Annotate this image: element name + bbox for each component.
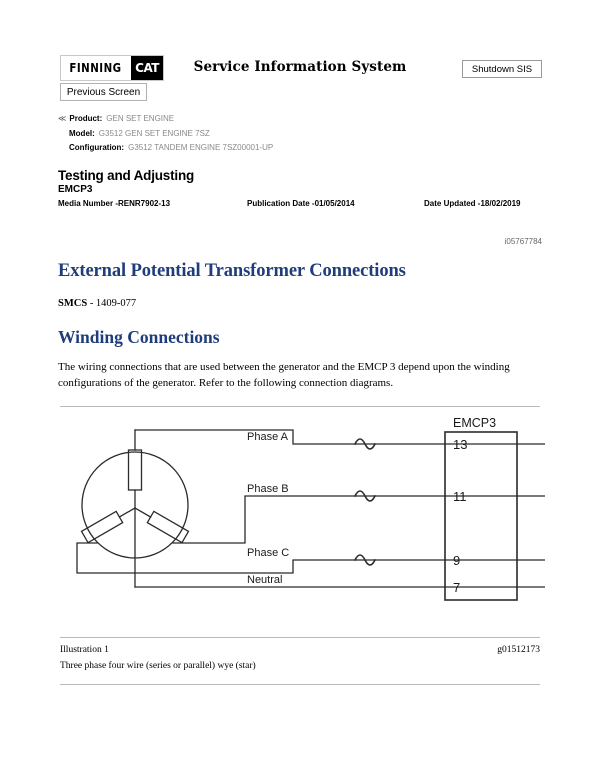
media-number: Media Number -RENR7902-13 [58,199,171,208]
breadcrumb [58,112,518,156]
divider-above-illustration [60,406,540,407]
wiring-diagram-svg [55,418,545,633]
shutdown-sis-button[interactable]: Shutdown SIS [462,60,542,78]
graphic-id: g01512173 [497,645,540,655]
terminal-9: 9 [453,553,461,568]
label-phase-a: Phase A [247,431,288,443]
breadcrumb-key-configuration: Configuration: [69,143,125,152]
divider-below-caption [60,684,540,685]
winding-c-coil-group [82,502,139,542]
winding-c-center-lead [119,508,135,517]
terminal-13: 13 [453,437,468,452]
emcp3-panel-box [445,432,517,600]
terminal-7: 7 [453,580,461,595]
winding-a-coil [129,450,142,490]
label-phase-c: Phase C [247,547,290,559]
phase-c-wire [77,543,545,573]
publication-date: Publication Date -01/05/2014 [247,199,355,208]
chevron-left-icon: ≪ [58,114,67,123]
winding-b-coil-group [132,502,189,542]
divider-below-illustration [60,637,540,638]
cat-logo-badge: CAT [131,56,163,80]
breadcrumb-value-model: G3512 GEN SET ENGINE 7SZ [98,128,210,138]
label-phase-b: Phase B [247,483,289,495]
terminal-11: 11 [453,489,467,504]
main-heading: External Potential Transformer Connections [58,261,406,281]
illustration-caption [60,645,540,670]
date-updated: Date Updated -18/02/2019 [424,199,521,208]
document-subtitle: EMCP3 [58,184,93,195]
illustration-description: Three phase four wire (series or parallel) wye (star) [60,661,256,671]
service-information-system-title: Service Information System [193,59,407,75]
phase-b-wire [173,496,545,543]
illustration-number: Illustration 1 [60,645,109,655]
breadcrumb-key-model: Model: [69,128,95,138]
finning-wordmark: FINNING [69,61,122,75]
breadcrumb-key-product: Product: [69,114,103,123]
emcp3-panel-title: EMCP3 [453,418,497,430]
label-neutral: Neutral [247,574,283,586]
winding-c-coil [82,511,123,542]
previous-screen-button[interactable]: Previous Screen [60,83,147,101]
winding-b-center-lead [135,508,151,517]
document-id: i05767784 [504,237,542,246]
winding-b-coil [147,511,188,542]
breadcrumb-row-product[interactable] [58,112,518,127]
breadcrumb-row-configuration[interactable] [58,141,518,156]
body-paragraph: The wiring connections that are used between the generator and the EMCP 3 depend upon the winding configurations of the generator. Refer to the following connection diagrams. [58,361,510,389]
breadcrumb-row-model[interactable] [58,127,518,142]
section-heading: Winding Connections [58,327,220,347]
breadcrumb-value-product: GEN SET ENGINE [106,114,175,123]
breadcrumb-value-configuration: G3512 TANDEM ENGINE 7SZ00001-UP [128,143,274,152]
smcs-label: SMCS [58,298,88,309]
smcs-code [58,298,136,309]
pt-coil-symbols [355,439,375,565]
wiring-diagram [55,418,545,633]
page-header [0,0,600,105]
wire-labels [247,431,289,586]
smcs-value: - 1409-077 [89,298,137,309]
document-title: Testing and Adjusting [58,168,195,183]
